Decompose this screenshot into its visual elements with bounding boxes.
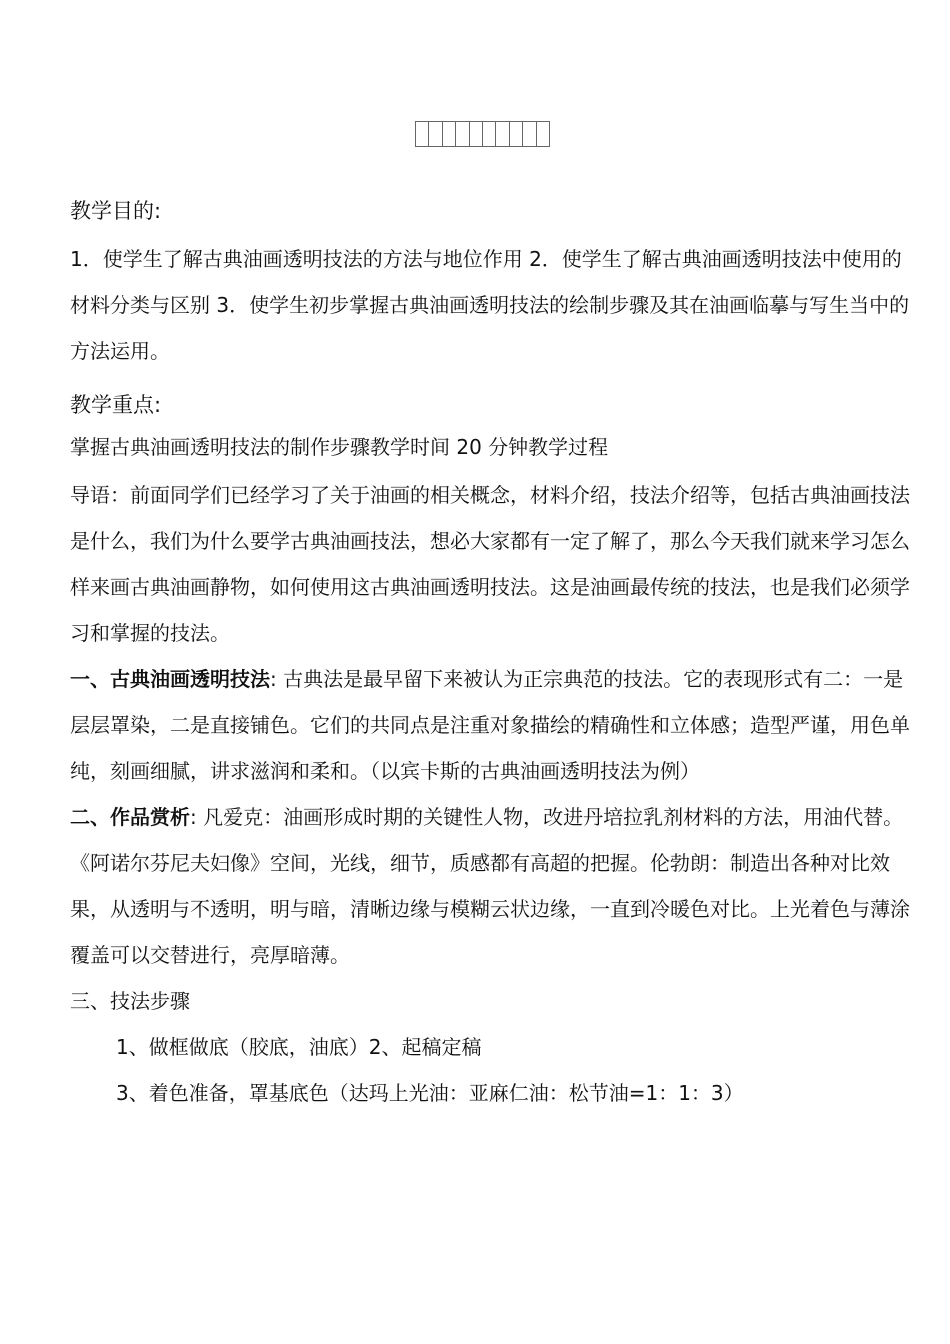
aim-heading: 教学目的:: [70, 199, 162, 223]
part2-text: : 凡爱克：油画形成时期的关键性人物，改进丹培拉乳剂材料的方法，用油代替。《阿诺尔芬尼夫妇像》空间，光线，细节，质感都有高超的把握。伦勃朗：制造出各种对比效果，从透明与不透明，明与暗，清晰边缘与模糊云状边缘，一直到冷暖色对比。上光着色与薄涂覆盖可以交替进行，亮厚暗薄。: [70, 805, 910, 967]
part2-paragraph: [70, 794, 912, 978]
aim-body: 1．使学生了解古典油画透明技法的方法与地位作用 2．使学生了解古典油画透明技法中使用的材料分类与区别 3．使学生初步掌握古典油画透明技法的绘制步骤及其在油画临摹与写生当中的方法运用。: [70, 247, 910, 363]
part1-text: : 古典法是最早留下来被认为正宗典范的技法。它的表现形式有二：一是层层罩染，二是直接铺色。它们的共同点是注重对象描绘的精确性和立体感；造型严谨，用色单纯，刻画细腻，讲求滋润和柔和。（以宾卡斯的古典油画透明技法为例）: [70, 667, 910, 783]
part1-label: 一、古典油画透明技法: [70, 667, 270, 691]
document-body: [70, 196, 912, 1116]
document-title-placeholder: [415, 121, 549, 147]
part3-step: 1、做框做底（胶底，油底）2、起稿定稿: [116, 1035, 482, 1059]
part3-heading: 三、技法步骤: [70, 989, 190, 1013]
part1-paragraph: [70, 656, 912, 794]
focus-body: 掌握古典油画透明技法的制作步骤教学时间 20 分钟教学过程: [70, 435, 609, 459]
intro-paragraph: 导语：前面同学们已经学习了关于油画的相关概念，材料介绍，技法介绍等，包括古典油画技法是什么，我们为什么要学古典油画技法，想必大家都有一定了解了，那么今天我们就来学习怎么样来画古典油画静物，如何使用这古典油画透明技法。这是油画最传统的技法，也是我们必须学习和掌握的技法。: [70, 483, 910, 645]
part2-label: 二、作品赏析: [70, 805, 190, 829]
focus-heading: 教学重点:: [70, 393, 162, 417]
part3-step: 3、着色准备，罩基底色（达玛上光油：亚麻仁油：松节油=1：1：3）: [116, 1081, 744, 1105]
